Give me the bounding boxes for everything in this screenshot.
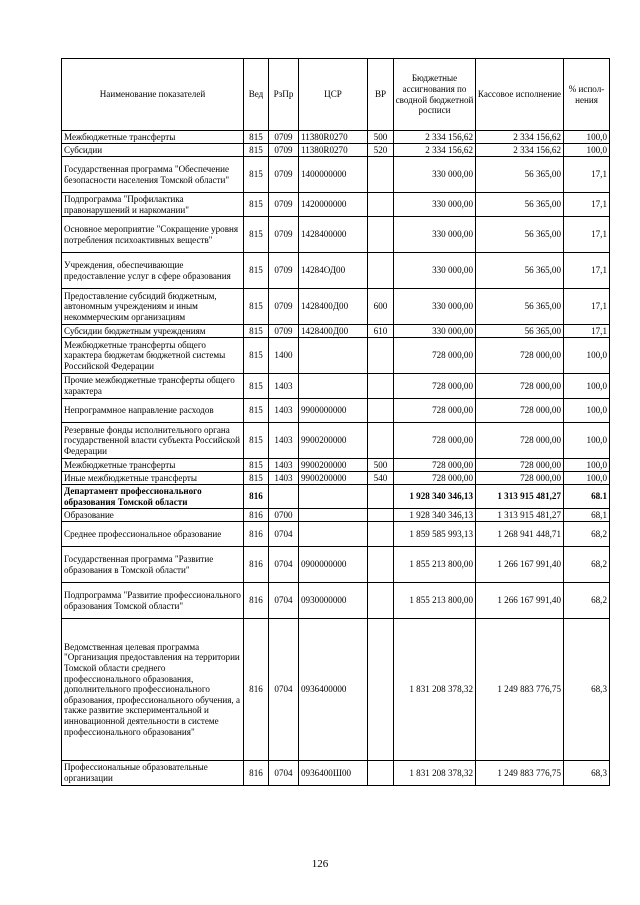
cell-cash: 1 266 167 991,40 — [476, 583, 564, 619]
table-body — [62, 131, 610, 786]
cell-rzpr: 1403 — [269, 472, 299, 485]
table-row — [62, 217, 610, 253]
cell-rzpr: 0709 — [269, 289, 299, 325]
cell-budget: 728 000,00 — [394, 459, 476, 472]
cell-name: Государственная программа "Развитие образования в Томской области" — [62, 547, 244, 583]
header-cash: Кассовое исполнение — [476, 59, 564, 131]
table-row — [62, 423, 610, 459]
cell-budget: 330 000,00 — [394, 325, 476, 338]
table-row — [62, 547, 610, 583]
cell-csr: 9900000000 — [299, 399, 368, 423]
cell-ved: 816 — [244, 619, 269, 761]
cell-vr — [368, 217, 394, 253]
cell-budget: 728 000,00 — [394, 472, 476, 485]
cell-ved: 815 — [244, 131, 269, 144]
cell-rzpr: 0709 — [269, 157, 299, 193]
cell-vr — [368, 583, 394, 619]
cell-ved: 816 — [244, 583, 269, 619]
page-number: 126 — [311, 858, 329, 870]
table-row — [62, 583, 610, 619]
cell-pct: 100,0 — [564, 423, 610, 459]
cell-csr: 9900200000 — [299, 423, 368, 459]
cell-budget: 330 000,00 — [394, 289, 476, 325]
cell-vr: 500 — [368, 131, 394, 144]
cell-rzpr: 1403 — [269, 399, 299, 423]
table-row — [62, 253, 610, 289]
cell-budget: 728 000,00 — [394, 399, 476, 423]
cell-vr — [368, 338, 394, 374]
cell-csr: 1420000000 — [299, 193, 368, 217]
table-row — [62, 193, 610, 217]
cell-name: Профессиональные образовательные организации — [62, 761, 244, 786]
cell-ved: 815 — [244, 289, 269, 325]
report-page — [61, 58, 609, 786]
cell-cash: 1 313 915 481,27 — [476, 485, 564, 509]
cell-rzpr: 0704 — [269, 619, 299, 761]
table-row — [62, 338, 610, 374]
cell-pct: 100,0 — [564, 472, 610, 485]
table-row — [62, 761, 610, 786]
cell-ved: 816 — [244, 509, 269, 522]
cell-ved: 815 — [244, 374, 269, 399]
cell-name: Межбюджетные трансферты общего характера бюджетам бюджетной системы Российской Федерации — [62, 338, 244, 374]
cell-vr — [368, 157, 394, 193]
table-row — [62, 131, 610, 144]
cell-ved: 815 — [244, 338, 269, 374]
cell-pct: 17,1 — [564, 325, 610, 338]
cell-rzpr: 0704 — [269, 761, 299, 786]
cell-vr — [368, 374, 394, 399]
cell-budget: 2 334 156,62 — [394, 144, 476, 157]
table-row — [62, 459, 610, 472]
cell-csr — [299, 374, 368, 399]
cell-ved: 815 — [244, 193, 269, 217]
cell-csr: 1428400Д00 — [299, 289, 368, 325]
cell-name: Непрограммное направление расходов — [62, 399, 244, 423]
cell-vr: 600 — [368, 289, 394, 325]
cell-ved: 816 — [244, 547, 269, 583]
cell-rzpr: 0709 — [269, 131, 299, 144]
cell-csr: 0936400000 — [299, 619, 368, 761]
cell-budget: 1 855 213 800,00 — [394, 583, 476, 619]
cell-cash: 1 268 941 448,71 — [476, 522, 564, 547]
cell-budget: 330 000,00 — [394, 253, 476, 289]
cell-rzpr: 0704 — [269, 522, 299, 547]
cell-rzpr: 0709 — [269, 253, 299, 289]
table-row — [62, 472, 610, 485]
table-row — [62, 144, 610, 157]
cell-csr: 11380R0270 — [299, 144, 368, 157]
cell-vr — [368, 193, 394, 217]
cell-pct: 68,3 — [564, 619, 610, 761]
cell-ved: 815 — [244, 459, 269, 472]
cell-budget: 330 000,00 — [394, 193, 476, 217]
cell-rzpr: 0709 — [269, 217, 299, 253]
cell-rzpr: 0709 — [269, 193, 299, 217]
cell-name: Образование — [62, 509, 244, 522]
cell-ved: 816 — [244, 761, 269, 786]
header-budget: Бюджетные ассигнования по сводной бюджетной росписи — [394, 59, 476, 131]
cell-budget: 1 831 208 378,32 — [394, 619, 476, 761]
cell-name: Иные межбюджетные трансферты — [62, 472, 244, 485]
cell-budget: 1 859 585 993,13 — [394, 522, 476, 547]
cell-ved: 816 — [244, 485, 269, 509]
cell-vr — [368, 253, 394, 289]
cell-name: Предоставление субсидий бюджетным, автономным учреждениям и иным некоммерческим организациям — [62, 289, 244, 325]
cell-vr — [368, 509, 394, 522]
cell-budget: 728 000,00 — [394, 338, 476, 374]
header-rzpr: РзПр — [269, 59, 299, 131]
cell-vr — [368, 619, 394, 761]
cell-name: Резервные фонды исполнительного органа государственной власти субъекта Российской Федерации — [62, 423, 244, 459]
table-header-row — [62, 59, 610, 131]
cell-ved: 816 — [244, 522, 269, 547]
cell-csr: 0930000000 — [299, 583, 368, 619]
cell-vr: 520 — [368, 144, 394, 157]
cell-rzpr: 0704 — [269, 583, 299, 619]
cell-cash: 728 000,00 — [476, 472, 564, 485]
cell-ved: 815 — [244, 217, 269, 253]
cell-cash: 1 266 167 991,40 — [476, 547, 564, 583]
cell-cash: 56 365,00 — [476, 253, 564, 289]
cell-csr: 1428400000 — [299, 217, 368, 253]
cell-rzpr: 1403 — [269, 459, 299, 472]
cell-name: Межбюджетные трансферты — [62, 459, 244, 472]
cell-budget: 728 000,00 — [394, 374, 476, 399]
cell-cash: 2 334 156,62 — [476, 131, 564, 144]
cell-budget: 330 000,00 — [394, 157, 476, 193]
cell-vr: 610 — [368, 325, 394, 338]
cell-vr — [368, 485, 394, 509]
cell-cash: 1 249 883 776,75 — [476, 761, 564, 786]
cell-rzpr: 0704 — [269, 547, 299, 583]
cell-ved: 815 — [244, 399, 269, 423]
cell-rzpr — [269, 485, 299, 509]
budget-execution-table — [61, 58, 610, 786]
cell-csr: 9900200000 — [299, 459, 368, 472]
cell-vr — [368, 399, 394, 423]
cell-ved: 815 — [244, 253, 269, 289]
table-row — [62, 485, 610, 509]
cell-cash: 56 365,00 — [476, 289, 564, 325]
cell-vr: 540 — [368, 472, 394, 485]
cell-pct: 100,0 — [564, 338, 610, 374]
header-name: Наименование показателей — [62, 59, 244, 131]
cell-name: Межбюджетные трансферты — [62, 131, 244, 144]
cell-cash: 728 000,00 — [476, 423, 564, 459]
cell-name: Субсидии бюджетным учреждениям — [62, 325, 244, 338]
cell-ved: 815 — [244, 157, 269, 193]
cell-cash: 2 334 156,62 — [476, 144, 564, 157]
cell-budget: 2 334 156,62 — [394, 131, 476, 144]
cell-csr — [299, 338, 368, 374]
table-row — [62, 619, 610, 761]
cell-csr: 14284ОД00 — [299, 253, 368, 289]
cell-vr: 500 — [368, 459, 394, 472]
cell-pct: 17,1 — [564, 157, 610, 193]
cell-budget: 728 000,00 — [394, 423, 476, 459]
cell-budget: 1 928 340 346,13 — [394, 485, 476, 509]
cell-cash: 728 000,00 — [476, 459, 564, 472]
header-pct: % испол-нения — [564, 59, 610, 131]
cell-vr — [368, 522, 394, 547]
cell-csr: 9900200000 — [299, 472, 368, 485]
header-csr: ЦСР — [299, 59, 368, 131]
cell-pct: 68,3 — [564, 761, 610, 786]
cell-name: Прочие межбюджетные трансферты общего характера — [62, 374, 244, 399]
cell-pct: 17,1 — [564, 193, 610, 217]
cell-rzpr: 1400 — [269, 338, 299, 374]
cell-cash: 56 365,00 — [476, 193, 564, 217]
header-vr: ВР — [368, 59, 394, 131]
cell-csr: 1428400Д00 — [299, 325, 368, 338]
cell-pct: 17,1 — [564, 289, 610, 325]
cell-csr — [299, 509, 368, 522]
cell-ved: 815 — [244, 472, 269, 485]
cell-cash: 1 313 915 481,27 — [476, 509, 564, 522]
cell-pct: 68,2 — [564, 522, 610, 547]
cell-name: Департамент профессионального образования Томской области — [62, 485, 244, 509]
cell-rzpr: 1403 — [269, 423, 299, 459]
cell-rzpr: 0709 — [269, 325, 299, 338]
cell-pct: 17,1 — [564, 253, 610, 289]
cell-csr: 0900000000 — [299, 547, 368, 583]
cell-pct: 100,0 — [564, 374, 610, 399]
table-row — [62, 157, 610, 193]
cell-vr — [368, 423, 394, 459]
header-ved: Вед — [244, 59, 269, 131]
table-row — [62, 289, 610, 325]
cell-budget: 1 831 208 378,32 — [394, 761, 476, 786]
cell-pct: 68,2 — [564, 547, 610, 583]
cell-ved: 815 — [244, 423, 269, 459]
table-row — [62, 522, 610, 547]
cell-name: Учреждения, обеспечивающие предоставление услуг в сфере образования — [62, 253, 244, 289]
cell-name: Подпрограмма "Профилактика правонарушений и наркомании" — [62, 193, 244, 217]
cell-name: Ведомственная целевая программа "Организация предоставления на территории Томской области среднего профессионального образования, дополнительного профессионального образования, профессионального обучения, а также развитие экспериментальной и инновационной деятельности в системе профессионального образования" — [62, 619, 244, 761]
cell-name: Среднее профессиональное образование — [62, 522, 244, 547]
cell-csr — [299, 485, 368, 509]
cell-pct: 100,0 — [564, 399, 610, 423]
cell-csr: 11380R0270 — [299, 131, 368, 144]
cell-budget: 330 000,00 — [394, 217, 476, 253]
table-row — [62, 399, 610, 423]
cell-budget: 1 855 213 800,00 — [394, 547, 476, 583]
cell-ved: 815 — [244, 325, 269, 338]
cell-pct: 68.1 — [564, 485, 610, 509]
cell-cash: 728 000,00 — [476, 399, 564, 423]
cell-csr — [299, 522, 368, 547]
cell-name: Подпрограмма "Развитие профессионального образования Томской области" — [62, 583, 244, 619]
cell-cash: 56 365,00 — [476, 325, 564, 338]
table-row — [62, 509, 610, 522]
cell-pct: 100,0 — [564, 144, 610, 157]
cell-pct: 100,0 — [564, 459, 610, 472]
cell-rzpr: 0700 — [269, 509, 299, 522]
table-row — [62, 374, 610, 399]
table-row — [62, 325, 610, 338]
cell-name: Субсидии — [62, 144, 244, 157]
cell-csr: 1400000000 — [299, 157, 368, 193]
cell-pct: 68,2 — [564, 583, 610, 619]
cell-name: Основное мероприятие "Сокращение уровня потребления психоактивных веществ" — [62, 217, 244, 253]
cell-cash: 56 365,00 — [476, 157, 564, 193]
cell-pct: 100,0 — [564, 131, 610, 144]
cell-rzpr: 1403 — [269, 374, 299, 399]
cell-cash: 56 365,00 — [476, 217, 564, 253]
cell-pct: 17,1 — [564, 217, 610, 253]
cell-cash: 1 249 883 776,75 — [476, 619, 564, 761]
cell-vr — [368, 547, 394, 583]
cell-rzpr: 0709 — [269, 144, 299, 157]
cell-name: Государственная программа "Обеспечение безопасности населения Томской области" — [62, 157, 244, 193]
cell-cash: 728 000,00 — [476, 374, 564, 399]
cell-ved: 815 — [244, 144, 269, 157]
cell-budget: 1 928 340 346,13 — [394, 509, 476, 522]
cell-cash: 728 000,00 — [476, 338, 564, 374]
cell-pct: 68,1 — [564, 509, 610, 522]
cell-csr: 0936400Ш00 — [299, 761, 368, 786]
cell-vr — [368, 761, 394, 786]
